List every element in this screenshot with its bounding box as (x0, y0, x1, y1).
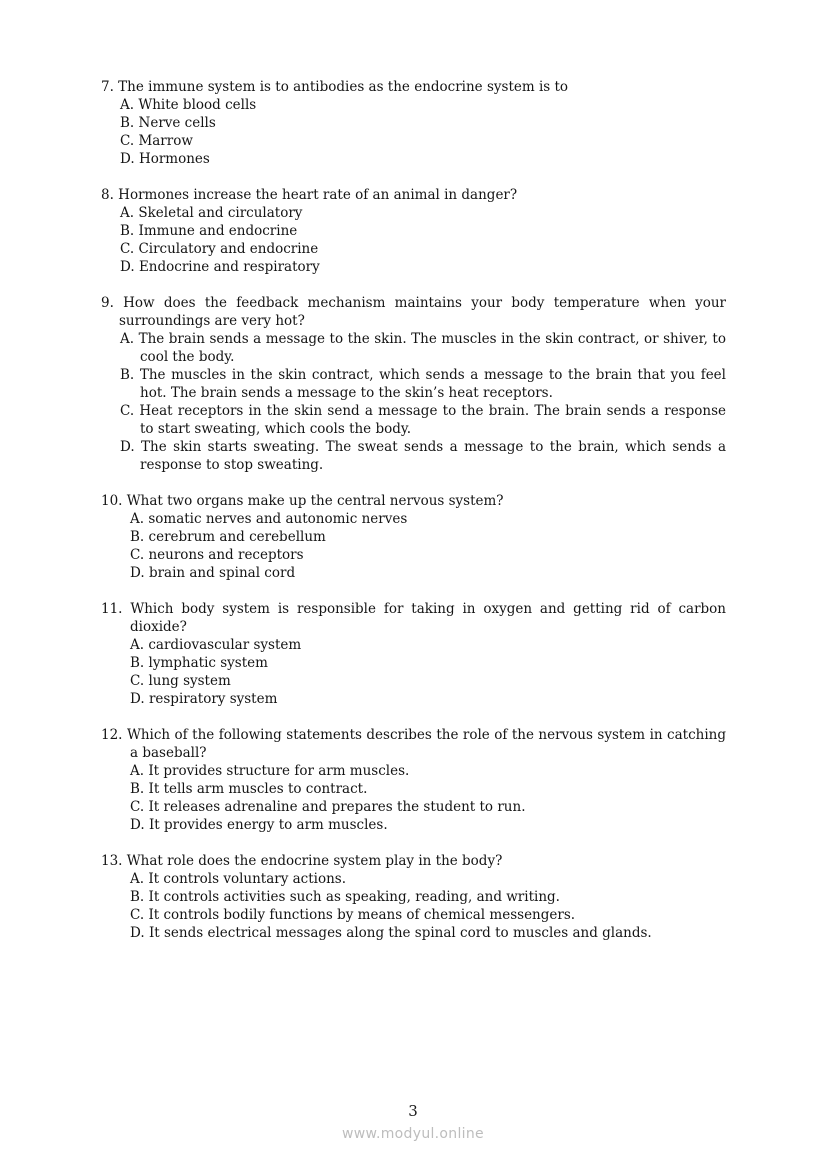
option-item (120, 438, 726, 474)
question-number: 9. (101, 295, 124, 311)
option-letter: B. (120, 115, 139, 131)
footer-url: www.modyul.online (342, 1126, 484, 1142)
questions-list (101, 78, 726, 960)
option-letter: A. (130, 637, 149, 653)
option-letter: D. (130, 691, 149, 707)
question-text: How does the feedback mechanism maintains your body temperature when your surroundings are very hot? (119, 295, 726, 329)
option-item (120, 258, 726, 276)
option-letter: D. (130, 925, 149, 941)
option-item (120, 366, 726, 402)
options-list (101, 96, 726, 168)
question-item (101, 600, 726, 708)
option-letter: D. (130, 817, 149, 833)
option-text: lymphatic system (148, 655, 268, 671)
option-letter: D. (120, 259, 139, 275)
option-text: neurons and receptors (148, 547, 304, 563)
option-text: Nerve cells (138, 115, 216, 131)
option-item (130, 798, 726, 816)
option-text: The skin starts sweating. The sweat sends a message to the brain, which sends a response to stop sweating. (140, 439, 726, 473)
question-item (101, 294, 726, 474)
option-text: Skeletal and circulatory (138, 205, 303, 221)
option-letter: C. (130, 799, 149, 815)
option-letter: A. (130, 871, 149, 887)
option-letter: C. (130, 673, 149, 689)
question-item (101, 186, 726, 276)
option-letter: C. (120, 241, 139, 257)
question-item (101, 726, 726, 834)
option-text: Marrow (138, 133, 193, 149)
question-number: 8. (101, 187, 119, 203)
option-text: White blood cells (138, 97, 257, 113)
question-stem (101, 78, 726, 96)
question-text: Hormones increase the heart rate of an animal in danger? (118, 187, 518, 203)
option-text: somatic nerves and autonomic nerves (148, 511, 408, 527)
page-footer (0, 1102, 826, 1143)
option-item (120, 132, 726, 150)
option-item (120, 204, 726, 222)
option-item (130, 510, 726, 528)
option-item (120, 240, 726, 258)
option-text: It provides energy to arm muscles. (148, 817, 388, 833)
options-list (101, 330, 726, 474)
option-letter: C. (120, 403, 140, 419)
option-letter: D. (120, 439, 142, 455)
option-text: respiratory system (148, 691, 278, 707)
option-letter: D. (120, 151, 139, 167)
option-text: lung system (148, 673, 231, 689)
option-text: Hormones (138, 151, 210, 167)
option-item (130, 762, 726, 780)
option-item (130, 888, 726, 906)
option-item (130, 816, 726, 834)
option-text: Immune and endocrine (138, 223, 298, 239)
options-list (101, 870, 726, 942)
question-stem (101, 492, 726, 510)
option-text: It controls bodily functions by means of chemical messengers. (148, 907, 576, 923)
option-item (130, 924, 726, 942)
question-number: 11. (101, 601, 131, 617)
option-text: It controls activities such as speaking, reading, and writing. (148, 889, 560, 905)
question-number: 10. (101, 493, 127, 509)
option-letter: B. (130, 655, 149, 671)
option-letter: A. (120, 97, 139, 113)
option-item (120, 330, 726, 366)
question-stem (101, 726, 726, 762)
question-item (101, 78, 726, 168)
option-letter: B. (120, 223, 139, 239)
option-item (130, 780, 726, 798)
option-item (130, 636, 726, 654)
question-text: Which of the following statements describes the role of the nervous system in catching a baseball? (126, 727, 726, 761)
question-stem (101, 600, 726, 636)
option-item (130, 528, 726, 546)
option-item (130, 546, 726, 564)
option-item (120, 150, 726, 168)
option-letter: C. (130, 907, 149, 923)
option-text: It sends electrical messages along the spinal cord to muscles and glands. (148, 925, 652, 941)
option-item (130, 654, 726, 672)
option-item (120, 402, 726, 438)
option-text: It provides structure for arm muscles. (148, 763, 410, 779)
option-item (120, 96, 726, 114)
option-text: It controls voluntary actions. (148, 871, 347, 887)
option-letter: B. (130, 781, 149, 797)
options-list (101, 762, 726, 834)
option-letter: A. (120, 331, 139, 347)
options-list (101, 636, 726, 708)
question-stem (101, 186, 726, 204)
option-text: Endocrine and respiratory (138, 259, 320, 275)
question-item (101, 492, 726, 582)
option-item (120, 114, 726, 132)
option-item (130, 564, 726, 582)
option-item (130, 870, 726, 888)
option-letter: B. (130, 889, 149, 905)
option-letter: A. (130, 763, 149, 779)
question-stem (101, 294, 726, 330)
option-item (130, 906, 726, 924)
option-item (120, 222, 726, 240)
page-number: 3 (408, 1102, 418, 1120)
option-letter: C. (120, 133, 139, 149)
option-letter: A. (120, 205, 139, 221)
option-item (130, 672, 726, 690)
option-text: It tells arm muscles to contract. (148, 781, 368, 797)
question-number: 12. (101, 727, 127, 743)
option-text: Circulatory and endocrine (138, 241, 319, 257)
option-text: The muscles in the skin contract, which sends a message to the brain that you feel hot. The brain sends a message to the skin’s heat receptors. (139, 367, 726, 401)
options-list (101, 204, 726, 276)
option-text: Heat receptors in the skin send a message to the brain. The brain sends a response to start sweating, which cools the body. (139, 403, 726, 437)
option-letter: C. (130, 547, 149, 563)
question-text: What two organs make up the central nervous system? (126, 493, 504, 509)
question-text: The immune system is to antibodies as the endocrine system is to (118, 79, 569, 95)
question-text: What role does the endocrine system play in the body? (126, 853, 503, 869)
option-letter: A. (130, 511, 149, 527)
option-text: The brain sends a message to the skin. The muscles in the skin contract, or shiver, to cool the body. (138, 331, 726, 365)
option-text: brain and spinal cord (148, 565, 296, 581)
option-letter: B. (120, 367, 140, 383)
option-text: cerebrum and cerebellum (148, 529, 326, 545)
question-item (101, 852, 726, 942)
option-item (130, 690, 726, 708)
option-text: cardiovascular system (148, 637, 302, 653)
options-list (101, 510, 726, 582)
question-stem (101, 852, 726, 870)
question-text: Which body system is responsible for taking in oxygen and getting rid of carbon dioxide? (130, 601, 726, 635)
option-letter: B. (130, 529, 149, 545)
question-number: 7. (101, 79, 119, 95)
question-number: 13. (101, 853, 127, 869)
option-text: It releases adrenaline and prepares the student to run. (148, 799, 526, 815)
option-letter: D. (130, 565, 149, 581)
